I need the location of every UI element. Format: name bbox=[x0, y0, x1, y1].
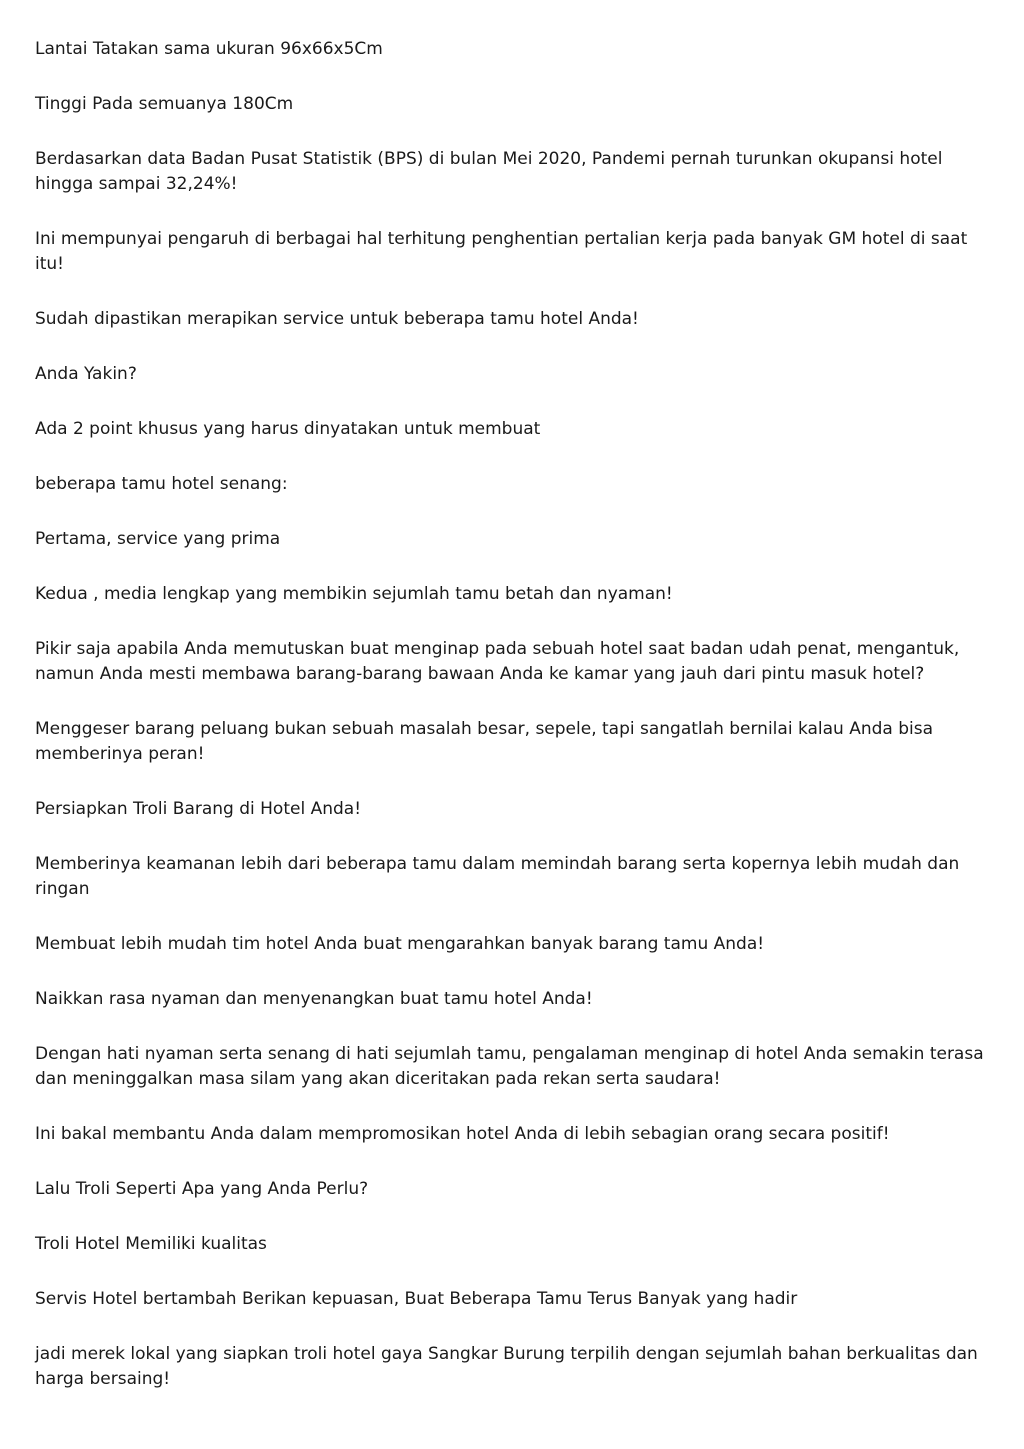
paragraph-first-point: Pertama, service yang prima bbox=[35, 529, 281, 549]
paragraph-height: Tinggi Pada semuanya 180Cm bbox=[35, 94, 294, 114]
paragraph-impact: Ini mempunyai pengaruh di berbagai hal terhitung penghentian pertalian kerja pada banyak GM hotel di saat itu! bbox=[35, 229, 968, 274]
paragraph-safety: Memberinya keamanan lebih dari beberapa tamu dalam memindah barang serta kopernya lebih mudah dan ringan bbox=[35, 854, 960, 899]
paragraph-two-points: Ada 2 point khusus yang harus dinyatakan untuk membuat bbox=[35, 419, 541, 439]
paragraph-promotion: Ini bakal membantu Anda dalam mempromosikan hotel Anda di lebih sebagian orang secara positif! bbox=[35, 1124, 890, 1144]
paragraph-experience: Dengan hati nyaman serta senang di hati sejumlah tamu, pengalaman menginap di hotel Anda semakin terasa dan meninggalkan masa silam yang akan diceritakan pada rekan serta saudara! bbox=[35, 1044, 984, 1089]
document-body bbox=[35, 37, 985, 1422]
paragraph-guests-happy: beberapa tamu hotel senang: bbox=[35, 474, 288, 494]
paragraph-question: Anda Yakin? bbox=[35, 364, 137, 384]
paragraph-floor-size: Lantai Tatakan sama ukuran 96x66x5Cm bbox=[35, 39, 383, 59]
paragraph-comfort: Naikkan rasa nyaman dan menyenangkan buat tamu hotel Anda! bbox=[35, 989, 593, 1009]
paragraph-second-point: Kedua , media lengkap yang membikin sejumlah tamu betah dan nyaman! bbox=[35, 584, 673, 604]
paragraph-team-ease: Membuat lebih mudah tim hotel Anda buat mengarahkan banyak barang tamu Anda! bbox=[35, 934, 765, 954]
paragraph-moving-goods: Menggeser barang peluang bukan sebuah masalah besar, sepele, tapi sangatlah bernilai kalau Anda bisa memberinya peran! bbox=[35, 719, 934, 764]
paragraph-imagine: Pikir saja apabila Anda memutuskan buat menginap pada sebuah hotel saat badan udah penat, mengantuk, namun Anda mesti membawa barang-barang bawaan Anda ke kamar yang jauh dari pintu masuk hotel? bbox=[35, 639, 960, 684]
paragraph-prepare-trolley: Persiapkan Troli Barang di Hotel Anda! bbox=[35, 799, 362, 819]
paragraph-bps-data: Berdasarkan data Badan Pusat Statistik (BPS) di bulan Mei 2020, Pandemi pernah turunkan okupansi hotel hingga sampai 32,24%! bbox=[35, 149, 943, 194]
paragraph-service: Sudah dipastikan merapikan service untuk beberapa tamu hotel Anda! bbox=[35, 309, 639, 329]
paragraph-which-trolley: Lalu Troli Seperti Apa yang Anda Perlu? bbox=[35, 1179, 369, 1199]
paragraph-quality: Troli Hotel Memiliki kualitas bbox=[35, 1234, 267, 1254]
paragraph-local-brand: jadi merek lokal yang siapkan troli hotel gaya Sangkar Burung terpilih dengan sejumlah bahan berkualitas dan harga bersaing! bbox=[35, 1344, 978, 1389]
paragraph-satisfaction: Servis Hotel bertambah Berikan kepuasan, Buat Beberapa Tamu Terus Banyak yang hadir bbox=[35, 1289, 798, 1309]
